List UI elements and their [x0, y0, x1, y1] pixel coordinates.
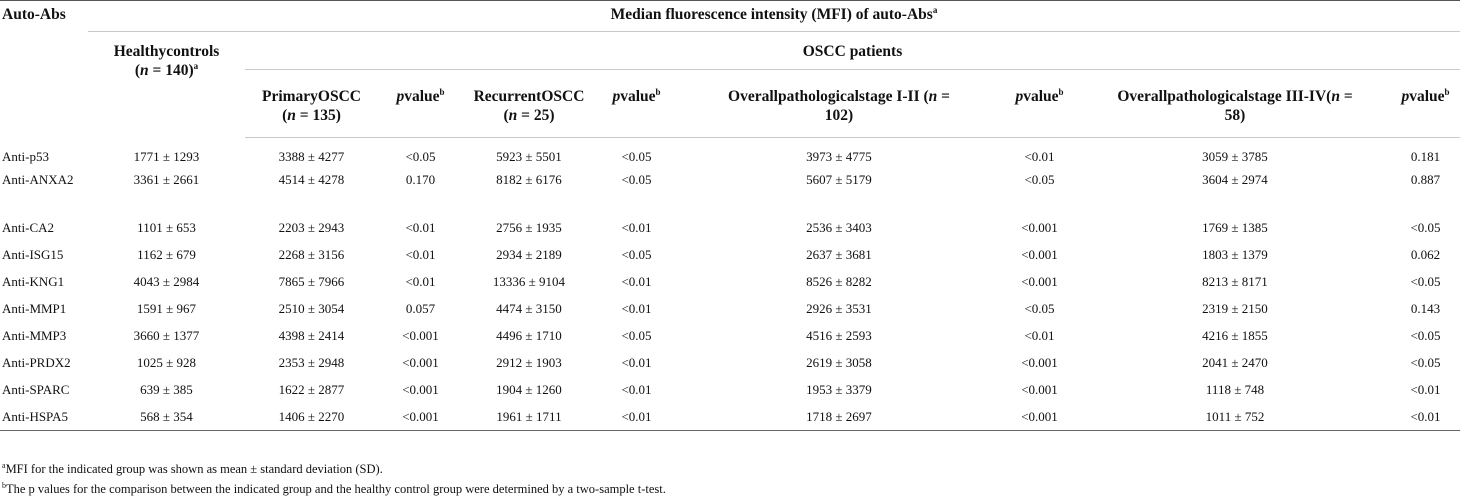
recurrent-value: 2912 ± 1903 — [496, 355, 562, 370]
pvalue-recurrent: <0.05 — [621, 172, 652, 187]
pvalue-stage12: <0.01 — [1024, 328, 1055, 343]
healthy-value: 568 ± 354 — [88, 404, 245, 430]
stage34-value: 2319 ± 2150 — [1202, 301, 1268, 316]
table-row — [0, 323, 1460, 350]
pvalue-stage34: <0.01 — [1410, 382, 1441, 397]
table-row — [0, 138, 1460, 168]
recurrent-value: 2756 ± 1935 — [496, 220, 562, 235]
primary-value: 7865 ± 7966 — [278, 274, 345, 289]
pvalue-stage34: 0.143 — [1410, 301, 1441, 316]
stage34-value: 3059 ± 3785 — [1202, 149, 1268, 164]
stage12-value: 1953 ± 3379 — [806, 382, 872, 397]
recurrent-value: 1904 ± 1260 — [496, 382, 562, 397]
primary-value: 2510 ± 3054 — [278, 301, 345, 316]
primary-value: 2353 ± 2948 — [278, 355, 345, 370]
healthy-n: (n = 140) — [134, 62, 194, 79]
table-row — [0, 350, 1460, 377]
pvalue-recurrent: <0.01 — [621, 220, 652, 235]
stage34-value: 2041 ± 2470 — [1202, 355, 1268, 370]
pvalue-stage12: <0.001 — [1021, 274, 1058, 289]
stage34-value: 1769 ± 1385 — [1202, 220, 1268, 235]
stage12-value: 5607 ± 5179 — [806, 172, 872, 187]
header-pvalue-4: pvalue$^b$ — [1391, 70, 1460, 138]
header-oscc-patients: OSCC patients — [245, 32, 1460, 70]
pvalue-recurrent: <0.05 — [621, 328, 652, 343]
stage12-value: 1718 ± 2697 — [678, 404, 1000, 430]
table-row — [0, 269, 1460, 296]
pvalue-stage34: <0.05 — [1410, 328, 1441, 343]
row-label: Anti-PRDX2 — [2, 355, 71, 370]
primary-value: 2268 ± 3156 — [278, 247, 345, 262]
pvalue-recurrent: <0.01 — [621, 382, 652, 397]
recurrent-value: 4496 ± 1710 — [496, 328, 562, 343]
stage34-value: 1803 ± 1379 — [1202, 247, 1268, 262]
footnote-b: $^b$The p values for the comparison between the indicated group and the healthy control group were determined by a two-sample t-test. — [2, 480, 666, 496]
row-label: Anti-KNG1 — [2, 274, 65, 289]
pvalue-stage12: <0.001 — [1021, 220, 1058, 235]
header-stage-1-2: Overallpathologicalstage I-II (n = 102) — [678, 70, 1000, 138]
pvalue-primary: <0.001 — [402, 382, 439, 397]
header-primary-oscc: PrimaryOSCC (n = 135) — [245, 70, 378, 138]
table-row — [0, 242, 1460, 269]
row-label: Anti-ISG15 — [2, 247, 64, 262]
header-mfi-title: Median fluorescence intensity (MFI) of auto-Abs$^a$ — [88, 1, 1460, 32]
primary-value: 2203 ± 2943 — [278, 220, 345, 235]
pvalue-stage34: 0.181 — [1410, 149, 1441, 164]
stage34-value: 4216 ± 1855 — [1202, 328, 1268, 343]
primary-n: (n = 135) — [282, 107, 341, 124]
healthy-value: 639 ± 385 — [140, 382, 193, 397]
primary-value: 1622 ± 2877 — [278, 382, 345, 397]
pvalue-recurrent: <0.05 — [621, 149, 652, 164]
pvalue-primary: <0.001 — [402, 355, 439, 370]
stage12-value: 8526 ± 8282 — [806, 274, 872, 289]
pvalue-primary: 0.170 — [405, 172, 436, 187]
stage34-label: Overallpathologicalstage III-IV(n = — [1117, 88, 1353, 105]
pvalue-stage34: <0.01 — [1391, 404, 1460, 430]
header-stage-3-4: Overallpathologicalstage III-IV(n = 58) — [1079, 70, 1391, 138]
pvalue-primary: <0.01 — [405, 247, 436, 262]
stage34-value: 1011 ± 752 — [1079, 404, 1391, 430]
pvalue-primary: 0.057 — [405, 301, 436, 316]
primary-value: 4514 ± 4278 — [278, 172, 345, 187]
healthy-value: 1162 ± 679 — [137, 247, 196, 262]
recurrent-value: 5923 ± 5501 — [496, 149, 562, 164]
table-row — [0, 215, 1460, 242]
recurrent-value: 13336 ± 9104 — [492, 274, 566, 289]
healthy-value: 1025 ± 928 — [136, 355, 197, 370]
pvalue-stage34: <0.05 — [1410, 355, 1441, 370]
footnote-a: $^a$MFI for the indicated group was shown as mean ± standard deviation (SD). — [2, 460, 383, 476]
pvalue-stage12: <0.001 — [1021, 382, 1058, 397]
table-body — [0, 138, 1460, 431]
primary-value: 4398 ± 2414 — [278, 328, 345, 343]
stage12-value: 2536 ± 3403 — [806, 220, 872, 235]
row-label: Anti-ANXA2 — [2, 172, 74, 187]
header-pvalue-1: pvalue$^b$ — [378, 70, 463, 138]
healthy-value: 1771 ± 1293 — [133, 148, 200, 164]
recurrent-value: 1961 ± 1711 — [463, 404, 595, 430]
recurrent-value: 4474 ± 3150 — [496, 301, 562, 316]
pvalue-primary: <0.001 — [402, 328, 439, 343]
row-label: Anti-MMP3 — [2, 328, 67, 343]
healthy-value: 4043 ± 2984 — [133, 274, 200, 289]
pvalue-primary: <0.01 — [405, 220, 436, 235]
healthy-value: 1591 ± 967 — [136, 301, 197, 316]
pvalue-primary: <0.05 — [405, 149, 436, 164]
healthy-value: 3361 ± 2661 — [133, 172, 200, 187]
stage12-value: 4516 ± 2593 — [806, 328, 872, 343]
table-row — [0, 377, 1460, 404]
pvalue-recurrent: <0.05 — [621, 247, 652, 262]
table-row — [0, 404, 1460, 430]
recurrent-value: 8182 ± 6176 — [496, 172, 562, 187]
pvalue-primary: <0.001 — [378, 404, 463, 430]
header-auto-abs: Auto-Abs — [0, 1, 88, 138]
stage12-value: 3973 ± 4775 — [806, 149, 872, 164]
row-label: Anti-MMP1 — [2, 301, 67, 316]
header-recurrent-oscc: RecurrentOSCC (n = 25) — [463, 70, 595, 138]
primary-value: 3388 ± 4277 — [278, 149, 345, 164]
pvalue-stage34: 0.887 — [1410, 172, 1441, 187]
recurrent-value: 2934 ± 2189 — [496, 247, 562, 262]
pvalue-stage12: <0.001 — [1021, 247, 1058, 262]
pvalue-stage12: <0.05 — [1024, 301, 1055, 316]
row-label: Anti-HSPA5 — [0, 404, 88, 430]
stage12-value: 2926 ± 3531 — [806, 301, 872, 316]
table-row — [0, 296, 1460, 323]
healthy-value: 3660 ± 1377 — [133, 328, 200, 343]
pvalue-stage12: <0.001 — [1021, 355, 1058, 370]
stage12-label: Overallpathologicalstage I-II (n = — [728, 88, 950, 105]
stage34-value: 3604 ± 2974 — [1202, 172, 1268, 187]
pvalue-stage34: <0.05 — [1410, 220, 1441, 235]
primary-value: 1406 ± 2270 — [245, 404, 378, 430]
pvalue-stage12: <0.001 — [1000, 404, 1079, 430]
stage12-value: 2619 ± 3058 — [806, 355, 872, 370]
healthy-value: 1101 ± 653 — [137, 220, 196, 235]
pvalue-recurrent: <0.01 — [621, 355, 652, 370]
pvalue-primary: <0.01 — [405, 274, 436, 289]
pvalue-recurrent: <0.01 — [621, 301, 652, 316]
header-pvalue-2: pvalue$^b$ — [595, 70, 678, 138]
row-label: Anti-SPARC — [2, 382, 70, 397]
pvalue-stage34: <0.05 — [1410, 274, 1441, 289]
stage12-value: 2637 ± 3681 — [806, 247, 872, 262]
recurrent-n: (n = 25) — [503, 107, 555, 124]
stage34-value: 1118 ± 748 — [1205, 382, 1265, 397]
pvalue-recurrent: <0.01 — [595, 404, 678, 430]
row-label: Anti-CA2 — [2, 220, 54, 235]
header-pvalue-3: pvalue$^b$ — [1000, 70, 1079, 138]
pvalue-recurrent: <0.01 — [621, 274, 652, 289]
row-label: Anti-p53 — [2, 148, 49, 164]
pvalue-stage12: <0.05 — [1024, 172, 1055, 187]
pvalue-stage12: <0.01 — [1024, 149, 1055, 164]
table-row — [0, 167, 1460, 215]
stage34-value: 8213 ± 8171 — [1202, 274, 1268, 289]
header-healthy-controls: Healthycontrols (n = 140)$^a$ — [113, 43, 220, 79]
pvalue-stage34: 0.062 — [1410, 247, 1441, 262]
